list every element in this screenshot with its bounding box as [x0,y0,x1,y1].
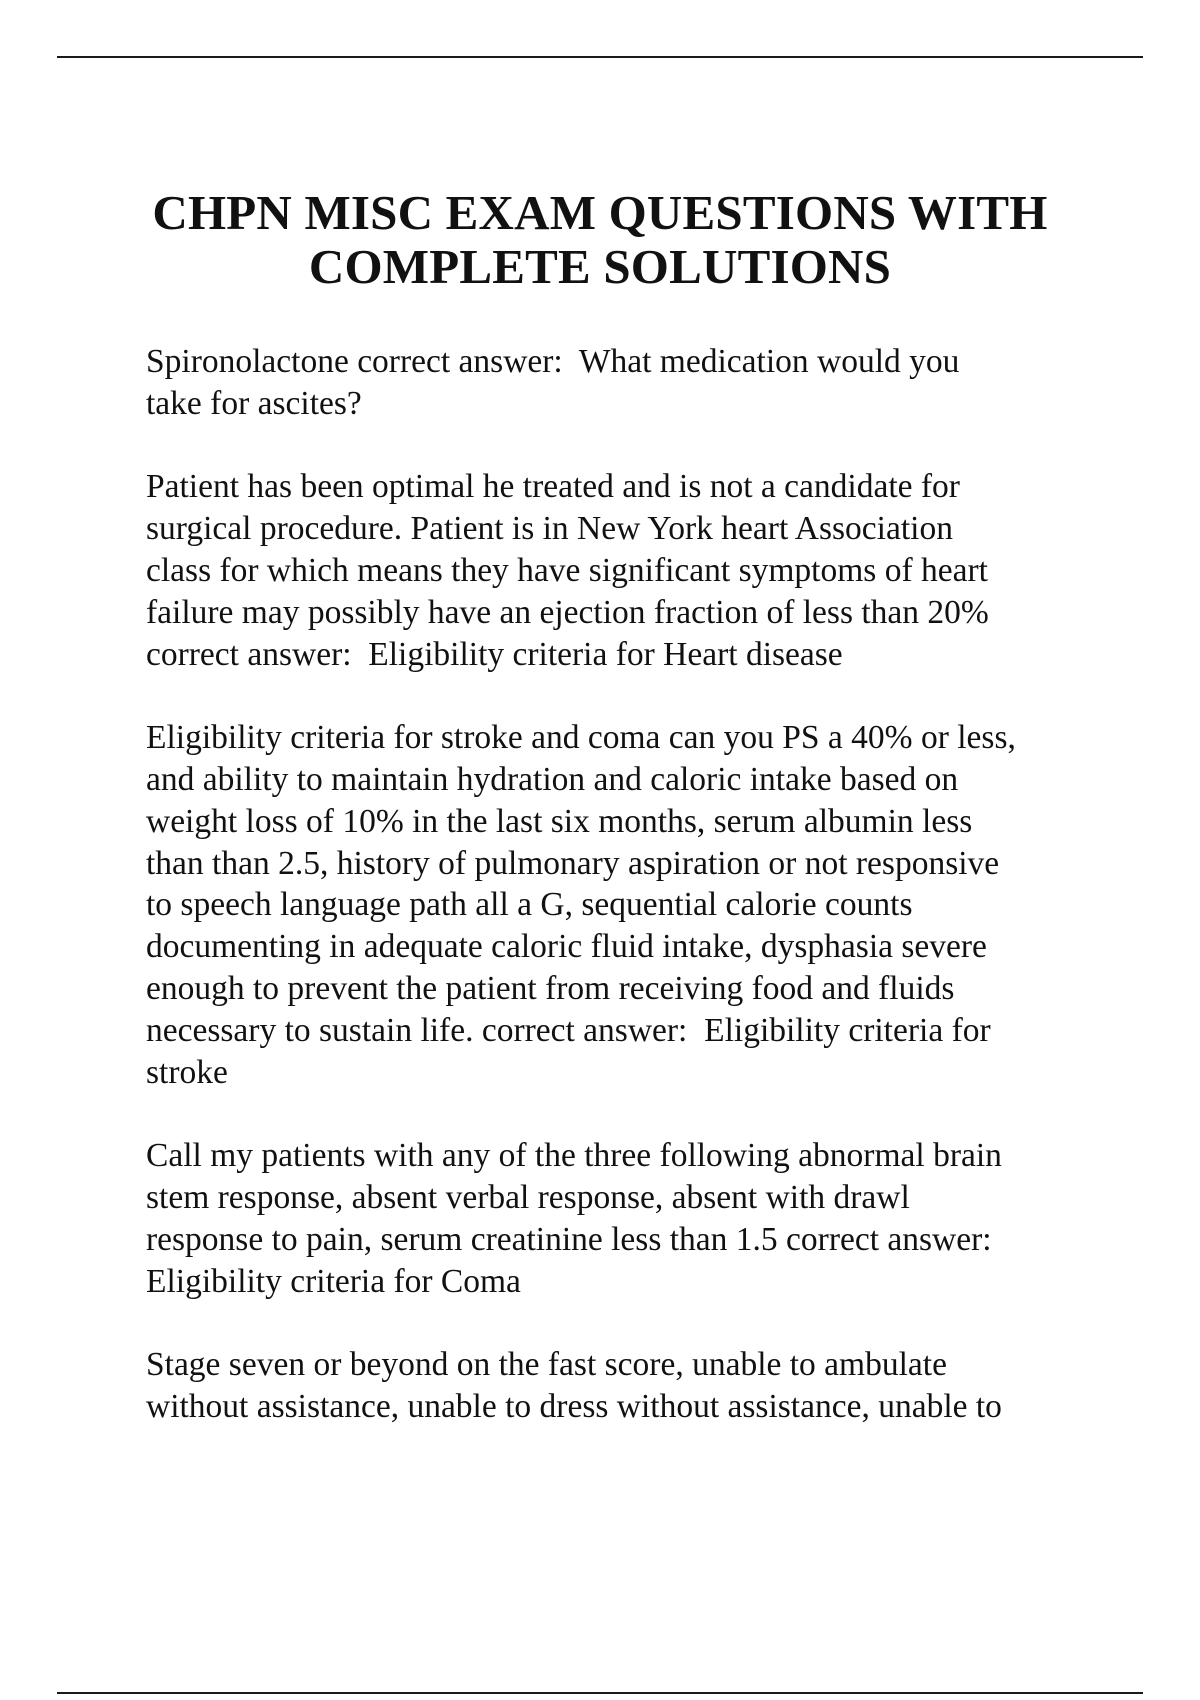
text-line: than than 2.5, history of pulmonary aspiration or not responsive [146,844,1000,882]
text-line: without assistance, unable to dress without assistance, unable to [146,1387,1002,1425]
text-line: failure may possibly have an ejection fraction of less than 20% [146,593,989,631]
text-line: response to pain, serum creatinine less than 1.5 correct answer: [146,1220,992,1258]
text-line: stroke [146,1053,228,1091]
text-line: enough to prevent the patient from receiving food and fluids [146,969,955,1007]
question-paragraph [146,466,1106,675]
text-line: to speech language path all a G, sequential calorie counts [146,886,913,924]
question-paragraph [146,341,1106,425]
text-line: surgical procedure. Patient is in New York heart Association [146,510,953,548]
top-rule [57,56,1143,58]
text-line: correct answer: Eligibility criteria for Heart disease [146,635,843,673]
text-line: class for which means they have significant symptoms of heart [146,551,988,589]
question-paragraph [146,1344,1106,1428]
text-line: necessary to sustain life. correct answer: Eligibility criteria for [146,1011,991,1049]
text-line: and ability to maintain hydration and caloric intake based on [146,760,959,798]
title-line: CHPN MISC EXAM QUESTIONS WITH [152,185,1048,240]
text-line: Call my patients with any of the three following abnormal brain [146,1137,1002,1175]
document-body [146,341,1106,1470]
text-line: stem response, absent verbal response, absent with drawl [146,1178,910,1216]
text-line: Spironolactone correct answer: What medication would you [146,343,960,380]
text-line: take for ascites? [146,384,362,422]
text-line: weight loss of 10% in the last six months, serum albumin less [146,802,973,840]
text-line: Stage seven or beyond on the fast score, unable to ambulate [146,1346,947,1384]
title-line: COMPLETE SOLUTIONS [308,239,892,294]
text-line: Patient has been optimal he treated and is not a candidate for [146,468,960,506]
text-line: documenting in adequate caloric fluid intake, dysphasia severe [146,928,987,966]
document-title [100,186,1100,294]
question-paragraph [146,717,1106,1093]
question-paragraph [146,1135,1106,1302]
text-line: Eligibility criteria for stroke and coma can you PS a 40% or less, [146,719,1016,757]
text-line: Eligibility criteria for Coma [146,1262,521,1300]
bottom-rule [57,1692,1143,1694]
